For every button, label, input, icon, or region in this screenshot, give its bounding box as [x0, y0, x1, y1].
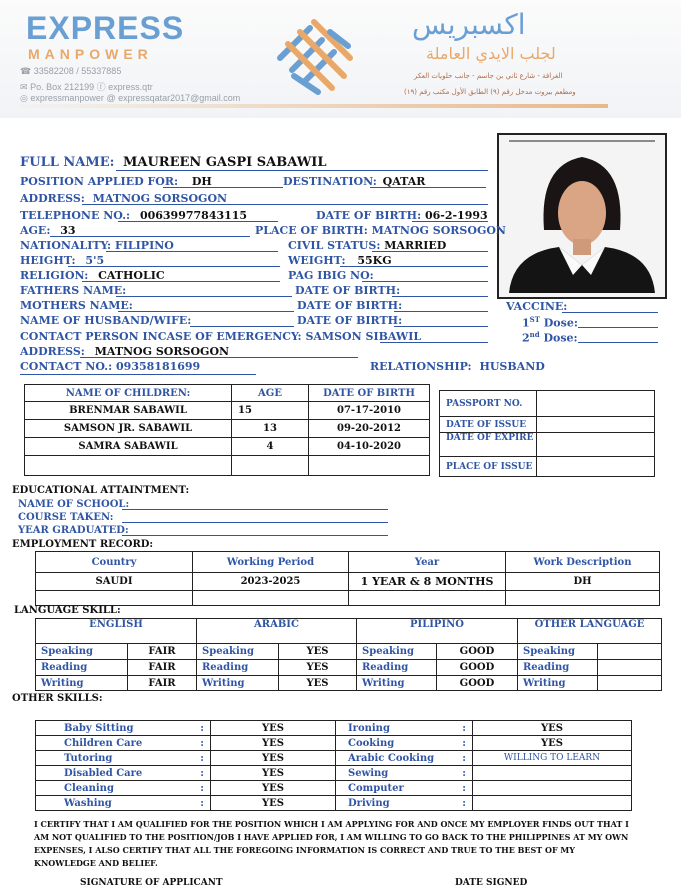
- arabic-writing: YES: [279, 676, 357, 691]
- full-name-value: MAUREEN GASPI SABAWIL: [122, 155, 327, 170]
- arabic-sub: لجلب الايدي العاملة: [426, 44, 556, 63]
- age-line: [50, 236, 250, 237]
- husband-dob-label: DATE OF BIRTH:: [297, 314, 403, 327]
- header-phone: ☎ 33582208 / 55337885: [20, 66, 122, 76]
- skill-writing: Writing: [197, 676, 279, 691]
- lang-english: ENGLISH: [36, 619, 197, 644]
- english-speaking: FAIR: [128, 644, 197, 660]
- email-icon: @: [106, 93, 116, 103]
- lang-pilipino: PILIPINO: [357, 619, 518, 644]
- skill-label: Washing :: [36, 796, 211, 811]
- children-header-age: AGE: [232, 385, 309, 402]
- logo-name: EXPRESS: [26, 10, 185, 46]
- skill-value: YES: [473, 736, 632, 751]
- address2-row: ADDRESS: MATNOG SORSOGON: [20, 345, 230, 358]
- contact-no-line: [20, 374, 256, 375]
- date-signed-label: DATE SIGNED: [455, 878, 528, 888]
- table-row: [36, 766, 632, 781]
- husband-line: [190, 326, 294, 327]
- fathers-dob-label: DATE OF BIRTH:: [295, 284, 401, 297]
- lang-other: OTHER LANGUAGE: [518, 619, 662, 644]
- mothers-dob-line: [394, 311, 488, 312]
- destination-row: DESTINATION: QATAR: [283, 175, 426, 188]
- nationality-line: [106, 251, 278, 252]
- skill-label: Sewing :: [336, 766, 473, 781]
- age-row: AGE: 33: [20, 224, 76, 237]
- table-row: [25, 456, 430, 476]
- mothers-line: [118, 311, 294, 312]
- place-of-issue-label: PLACE OF ISSUE: [440, 457, 537, 477]
- skill-writing: Writing: [357, 676, 437, 691]
- skill-speaking: Speaking: [518, 644, 598, 660]
- contact-no-row: CONTACT NO.: 09358181699: [20, 360, 201, 373]
- civil-line: [372, 251, 488, 252]
- skill-value: YES: [211, 796, 336, 811]
- table-row: [25, 438, 430, 456]
- school-line: [122, 509, 388, 510]
- relationship-row: RELATIONSHIP: HUSBAND: [370, 360, 545, 373]
- arabic-speaking: YES: [279, 644, 357, 660]
- dob-line: [412, 221, 488, 222]
- address-row: ADDRESS: MATNOG SORSOGON: [20, 192, 228, 205]
- child-name: BRENMAR SABAWIL: [25, 402, 232, 420]
- telephone-row: TELEPHONE NO.: 00639977843115: [20, 209, 248, 222]
- table-row: [36, 644, 662, 660]
- skill-label: Baby Sitting :: [36, 721, 211, 736]
- dob-row: DATE OF BIRTH: 06-2-1993: [316, 209, 488, 222]
- skill-value: [473, 781, 632, 796]
- other-writing: [598, 676, 662, 691]
- dose2-line: [578, 342, 658, 343]
- education-title: EDUCATIONAL ATTAINTMENT:: [12, 485, 190, 496]
- child-age: 15: [232, 402, 309, 420]
- husband-dob-line: [394, 326, 488, 327]
- nationality-row: NATIONALITY: FILIPINO: [20, 239, 174, 252]
- arabic-title: اكسبريس: [412, 8, 526, 41]
- table-row: [36, 751, 632, 766]
- year-graduated-line: [122, 535, 388, 536]
- emp-desc: DH: [506, 573, 660, 591]
- table-row: [36, 796, 632, 811]
- height-line: [68, 266, 280, 267]
- other-skills-table: [35, 720, 632, 811]
- position-row: POSITION APPLIED FOR: DH: [20, 175, 212, 188]
- table-row: [36, 781, 632, 796]
- table-row: [25, 420, 430, 438]
- emp-header-period: Working Period: [193, 552, 349, 573]
- skill-speaking: Speaking: [36, 644, 128, 660]
- emp-header-desc: Work Description: [506, 552, 660, 573]
- pilipino-speaking: GOOD: [437, 644, 518, 660]
- destination-line: [370, 187, 486, 188]
- religion-row: RELIGION: CATHOLIC: [20, 269, 165, 282]
- date-of-issue-label: DATE OF ISSUE: [440, 417, 537, 433]
- civil-row: CIVIL STATUS: MARRIED: [288, 239, 447, 252]
- other-skills-title: OTHER SKILLS:: [12, 693, 103, 704]
- passport-no-label: PASSPORT NO.: [440, 391, 537, 417]
- course-line: [122, 522, 388, 523]
- table-row: [25, 402, 430, 420]
- table-row: [36, 676, 662, 691]
- header-divider: [18, 104, 608, 108]
- child-age: 4: [232, 438, 309, 456]
- skill-label: Cleaning :: [36, 781, 211, 796]
- skill-writing: Writing: [518, 676, 598, 691]
- dose1-line: [578, 327, 658, 328]
- date-of-expire-label: DATE OF EXPIRE: [440, 433, 537, 457]
- skill-label: Tutoring :: [36, 751, 211, 766]
- child-name: SAMSON JR. SABAWIL: [25, 420, 232, 438]
- arabic-addr1: الغرافة - شارع ثاني بن جاسم - جانب حلويات العكر: [414, 72, 563, 80]
- mail-icon: ✉: [20, 82, 28, 92]
- skill-label: Cooking :: [336, 736, 473, 751]
- full-name-row: FULL NAME: MAUREEN GASPI SABAWIL: [20, 155, 327, 170]
- english-writing: FAIR: [128, 676, 197, 691]
- child-age: 13: [232, 420, 309, 438]
- skill-label: Arabic Cooking :: [336, 751, 473, 766]
- pagibig-row: PAG IBIG NO:: [288, 269, 374, 282]
- skill-reading: Reading: [357, 660, 437, 676]
- skill-label: Computer :: [336, 781, 473, 796]
- signature-label: SIGNATURE OF APPLICANT: [80, 878, 223, 888]
- skill-label: Ironing :: [336, 721, 473, 736]
- emp-period: 2023-2025: [193, 573, 349, 591]
- employment-title: EMPLOYMENT RECORD:: [12, 539, 154, 550]
- mothers-label: MOTHERS NAME:: [20, 299, 133, 312]
- skill-reading: Reading: [36, 660, 128, 676]
- contact-person-line: [380, 342, 488, 343]
- arabic-reading: YES: [279, 660, 357, 676]
- instagram-icon: ◎: [20, 93, 28, 103]
- language-title: LANGUAGE SKILL:: [14, 605, 121, 616]
- weight-line: [340, 266, 488, 267]
- pilipino-reading: GOOD: [437, 660, 518, 676]
- skill-label: Children Care :: [36, 736, 211, 751]
- skill-value: YES: [211, 781, 336, 796]
- course-label: COURSE TAKEN:: [18, 512, 114, 523]
- husband-label: NAME OF HUSBAND/WIFE:: [20, 314, 192, 327]
- address-line: [82, 204, 488, 205]
- header-social: ◎ expressmanpower @ expressqatar2017@gmail.com: [20, 93, 241, 103]
- skill-value: YES: [211, 751, 336, 766]
- school-label: NAME OF SCHOOL:: [18, 499, 130, 510]
- full-name-line: [116, 170, 488, 171]
- skill-value: YES: [211, 766, 336, 781]
- table-row: [36, 573, 660, 591]
- skill-writing: Writing: [36, 676, 128, 691]
- child-dob: 09-20-2012: [309, 420, 430, 438]
- emp-country: SAUDI: [36, 573, 193, 591]
- year-graduated-label: YEAR GRADUATED:: [18, 525, 129, 536]
- emp-year: 1 YEAR & 8 MONTHS: [349, 573, 506, 591]
- contact-person-row: CONTACT PERSON INCASE OF EMERGENCY: SAMSON SIBAWIL: [20, 330, 422, 343]
- fathers-label: FATHERS NAME:: [20, 284, 127, 297]
- skill-value: [473, 796, 632, 811]
- table-row: [36, 660, 662, 676]
- pagibig-line: [362, 281, 488, 282]
- skill-value: YES: [211, 736, 336, 751]
- children-header-dob: DATE OF BIRTH: [309, 385, 430, 402]
- height-row: HEIGHT: 5'5: [20, 254, 105, 267]
- fathers-dob-line: [392, 296, 488, 297]
- mothers-dob-label: DATE OF BIRTH:: [297, 299, 403, 312]
- skill-value: WILLING TO LEARN: [473, 751, 632, 766]
- table-row: [36, 736, 632, 751]
- address2-line: [80, 357, 358, 358]
- emp-header-country: Country: [36, 552, 193, 573]
- pob-row: PLACE OF BIRTH: MATNOG SORSOGON: [255, 224, 506, 237]
- children-header-name: NAME OF CHILDREN:: [25, 385, 232, 402]
- fathers-line: [116, 296, 292, 297]
- children-table: [24, 384, 430, 476]
- telephone-line: [118, 221, 278, 222]
- other-reading: [598, 660, 662, 676]
- header-pobox: ✉ Po. Box 212199 ⓕ express.qtr: [20, 82, 153, 92]
- emp-header-year: Year: [349, 552, 506, 573]
- religion-line: [82, 281, 280, 282]
- child-name: SAMRA SABAWIL: [25, 438, 232, 456]
- position-line: [163, 187, 283, 188]
- skill-label: Driving :: [336, 796, 473, 811]
- child-dob: 04-10-2020: [309, 438, 430, 456]
- skill-speaking: Speaking: [197, 644, 279, 660]
- passport-table: [439, 390, 655, 477]
- lang-arabic: ARABIC: [197, 619, 357, 644]
- arabic-addr2: ومطعم بيروت مدخل رقم (٩) الطابق الأول مكتب رقم (١٩): [404, 88, 576, 96]
- skill-label: Disabled Care :: [36, 766, 211, 781]
- other-speaking: [598, 644, 662, 660]
- skill-speaking: Speaking: [357, 644, 437, 660]
- skill-value: YES: [473, 721, 632, 736]
- language-table: [35, 618, 662, 691]
- english-reading: FAIR: [128, 660, 197, 676]
- facebook-icon: ⓕ: [96, 82, 106, 92]
- certification-text: I CERTIFY THAT I AM QUALIFIED FOR THE POSITION WHICH I AM APPLYING FOR AND ONCE MY EMPLOYER FINDS OUT THAT I AM NOT QUALIFIED TO THE POSITION/JOB I HAVE APPLIED FOR, I AM WILLING TO GO BACK TO THE PHILIPPINES AT MY OWN EXPENSES, I ALSO CERTIFY THAT ALL THE FOREGOING INFORMATION IS CORRECT AND TRUE TO THE BEST OF MY KNOWLEDGE AND BELIEF.: [34, 819, 629, 868]
- phone-icon: ☎: [20, 66, 32, 76]
- skill-value: [473, 766, 632, 781]
- dose2-label: 2nd Dose:: [522, 330, 578, 345]
- skill-reading: Reading: [518, 660, 598, 676]
- table-row: [36, 591, 660, 606]
- employment-table: [35, 551, 660, 606]
- table-row: [36, 721, 632, 736]
- knot-logo-icon: [270, 18, 358, 98]
- vaccine-line: [562, 312, 658, 313]
- applicant-photo: [497, 133, 667, 299]
- child-dob: 07-17-2010: [309, 402, 430, 420]
- vaccine-label: VACCINE:: [506, 300, 568, 313]
- dose1-label: 1ST Dose:: [522, 315, 578, 330]
- logo-sub: MANPOWER: [28, 46, 153, 62]
- skill-reading: Reading: [197, 660, 279, 676]
- skill-value: YES: [211, 721, 336, 736]
- portrait-icon: [499, 135, 665, 297]
- weight-row: WEIGHT: 55KG: [288, 254, 392, 267]
- pilipino-writing: GOOD: [437, 676, 518, 691]
